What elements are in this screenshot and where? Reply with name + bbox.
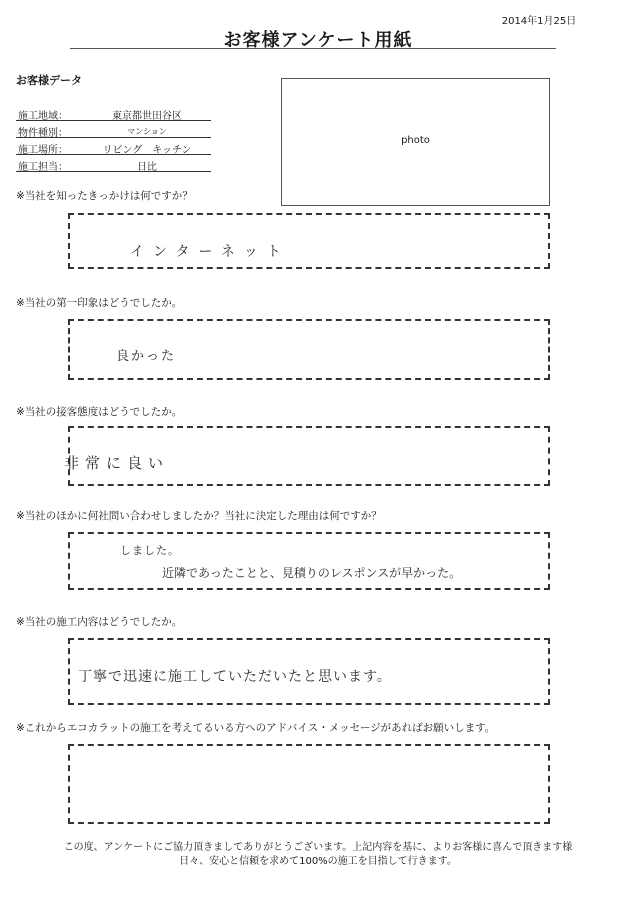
answer-box-5 (68, 638, 550, 705)
question-2: ※当社の第一印象はどうでしたか。 (16, 297, 183, 309)
survey-date: 2014年1月25日 (501, 16, 577, 27)
answer-box-2 (68, 319, 550, 380)
info-label: 施工担当： (18, 162, 68, 173)
question-1: ※当社を知ったきっかけは何ですか？ (16, 190, 193, 202)
footer-line-2: 日々、安心と信頼を求めて100%の施工を目指して行きます。 (179, 856, 457, 867)
info-row-location (16, 141, 211, 155)
answer-2-text: 良かった (116, 349, 177, 364)
info-row-property-type (16, 124, 211, 138)
info-value: リビング キッチン (102, 145, 192, 156)
info-row-area (16, 107, 211, 121)
info-label: 物件種別： (18, 128, 68, 139)
answer-3-text: 非常に良い (64, 454, 170, 472)
info-row-staff (16, 158, 211, 172)
question-3: ※当社の接客態度はどうでしたか。 (16, 406, 183, 418)
customer-data-heading: お客様データ (16, 74, 82, 87)
page-title: お客様アンケート用紙 (223, 30, 413, 51)
answer-box-1 (68, 213, 550, 269)
answer-5-text: 丁寧で迅速に施工していただいたと思います。 (78, 669, 392, 685)
answer-box-3 (64, 426, 550, 486)
info-label: 施工場所： (18, 145, 68, 156)
question-5: ※当社の施工内容はどうでしたか。 (16, 616, 183, 628)
answer-4-text-line2: 近隣であったことと、見積りのレスポンスが早かった。 (162, 566, 462, 580)
photo-frame (281, 78, 550, 206)
answer-box-4 (68, 532, 550, 590)
answer-box-6 (68, 744, 550, 824)
info-label: 施工地域： (18, 111, 68, 122)
footer-line-1: この度、アンケートにご協力頂きましてありがとうございます。上記内容を基に、よりお客様に喜んで頂きます様 (63, 842, 573, 853)
info-value: 東京都世田谷区 (112, 111, 182, 122)
title-divider (70, 48, 556, 49)
answer-1-text: インターネット (130, 244, 290, 260)
info-value: マンション (127, 127, 167, 136)
answer-4-text-line1: しました。 (120, 544, 180, 557)
info-value: 日比 (137, 162, 157, 173)
photo-label: photo (401, 135, 430, 146)
question-6: ※これからエコカラットの施工を考えてるいる方へのアドバイス・メッセージがあればお願いします。 (16, 722, 496, 734)
question-4: ※当社のほかに何社問い合わせしましたか？当社に決定した理由は何ですか？ (16, 510, 382, 522)
